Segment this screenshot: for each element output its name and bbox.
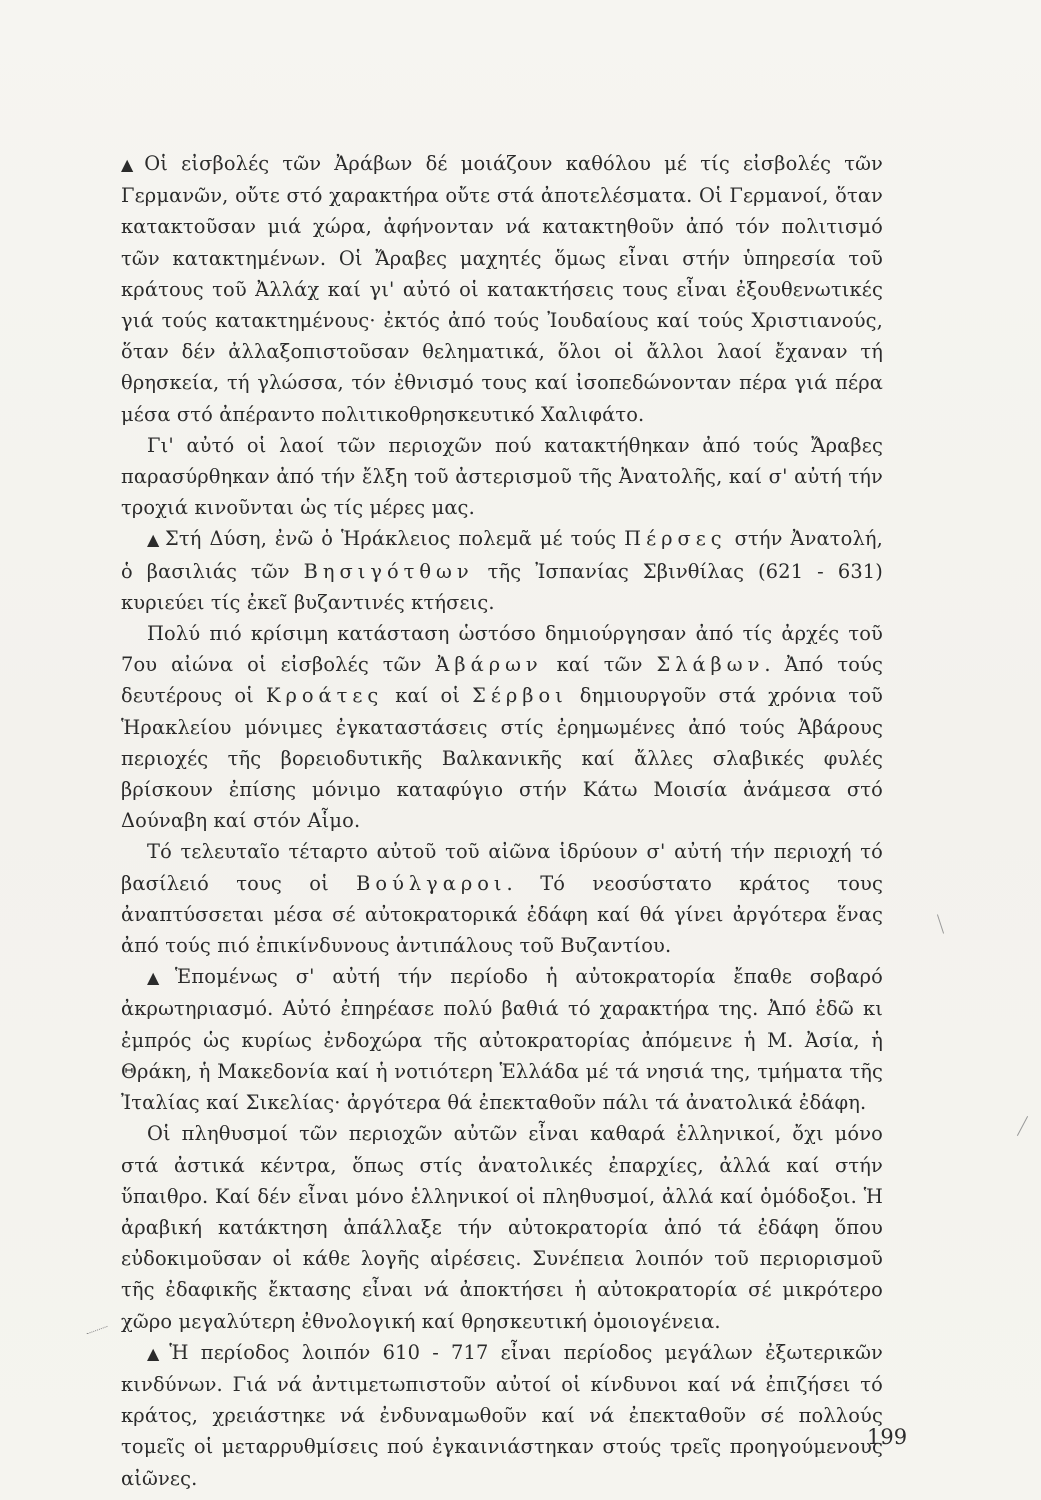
- paragraph-8: ▲ Ἡ περίοδος λοιπόν 610 - 717 εἶναι περίοδος μεγάλων ἐξωτερικῶν κινδύνων. Γιά νά ἀντιμετωπιστοῦν αὐτοί οἱ κίνδυνοι καί νά ἐπιζήσει τό κράτος, χρειάστηκε νά ἐνδυναμωθοῦν καί νά ἐπεκταθοῦν σέ πολλούς τομεῖς οἱ μεταρρυθμίσεις πού ἐγκαινιάστηκαν στούς τρεῖς προηγούμενους αἰῶνες.: [121, 1340, 883, 1490]
- pencil-mark: [1017, 1116, 1028, 1136]
- spaced-name-serbs: Σέρβοι: [472, 684, 568, 708]
- ink-smudge: [82, 1315, 107, 1335]
- spaced-name-slavs: Σλάβων: [656, 653, 765, 677]
- paragraph-6: ▲ Ἑπομένως σ' αὐτή τήν περίοδο ἡ αὐτοκρατορία ἔπαθε σοβαρό ἀκρωτηριασμό. Αὐτό ἐπηρέασε πολύ βαθιά τό χαρακτήρα της. Ἀπό ἐδῶ κι ἐμπρός ὡς κυρίως ἐνδοχώρα τῆς αὐτοκρατορίας ἀπόμεινε ἡ Μ. Ἀσία, ἡ Θράκη, ἡ Μακεδονία καί ἡ νοτιότερη Ἑλλάδα μέ τά νησιά της, τμήματα τῆς Ἰταλίας καί Σικελίας· ἀργότερα θά ἐπεκταθοῦν πάλι τά ἀνατολικά ἐδάφη.: [121, 965, 883, 1115]
- paragraph-1: ▲ Οἱ εἰσβολές τῶν Ἀράβων δέ μοιάζουν καθόλου μέ τίς εἰσβολές τῶν Γερμανῶν, οὔτε στό χαρακτήρα οὔτε στά ἀποτελέσματα. Οἱ Γερμανοί, ὅταν κατακτοῦσαν μιά χώρα, ἀφήνονταν νά κατακτηθοῦν ἀπό τόν πολιτισμό τῶν κατακτημένων. Οἱ Ἄραβες μαχητές ὅμως εἶναι στήν ὑπηρεσία τοῦ κράτους τοῦ Ἀλλάχ καί γι' αὐτό οἱ κατακτήσεις τους εἶναι ἐξουθενωτικές γιά τούς κατακτημένους· ἐκτός ἀπό τούς Ἰουδαίους καί τούς Χριστιανούς, ὅταν δέν ἀλλαξοπιστοῦσαν θεληματικά, ὅλοι οἱ ἄλλοι λαοί ἔχαναν τή θρησκεία, τή γλώσσα, τόν ἐθνισμό τους καί ἰσοπεδώνονταν πέρα γιά πέρα μέσα στό ἀπέραντο πολιτικοθρησκευτικό Χαλιφάτο.: [121, 152, 883, 426]
- body-text: [121, 148, 883, 1494]
- triangle-marker-icon: ▲: [147, 968, 171, 988]
- spaced-name-perses: Πέρσες: [624, 527, 727, 551]
- triangle-marker-icon: ▲: [121, 155, 141, 174]
- paragraph-2: Γι' αὐτό οἱ λαοί τῶν περιοχῶν πού κατακτήθηκαν ἀπό τούς Ἄραβες παρασύρθηκαν ἀπό τήν ἔλξη τοῦ ἀστερισμοῦ τῆς Ἀνατολῆς, καί σ' αὐτή τήν τροχιά κινοῦνται ὡς τίς μέρες μας.: [121, 433, 883, 520]
- spaced-name-visigoths: Βησιγότθων: [303, 559, 474, 583]
- paragraph-3: ▲ Στή Δύση, ἐνῶ ὁ Ἡράκλειος πολεμᾶ μέ τούς Πέρσες στήν Ἀνατολή, ὁ βασιλιάς τῶν Βησιγότθων τῆς Ἰσπανίας Σβινθίλας (621 - 631) κυριεύει τίς ἐκεῖ βυζαντινές κτήσεις.: [121, 527, 884, 614]
- spaced-name-bulgars: Βούλγαροι: [356, 871, 507, 895]
- triangle-marker-icon: ▲: [147, 530, 162, 550]
- spaced-name-croats: Κροάτες: [265, 684, 384, 708]
- paragraph-4: Πολύ πιό κρίσιμη κατάσταση ὡστόσο δημιούργησαν ἀπό τίς ἀρχές τοῦ 7ου αἰώνα οἱ εἰσβολές τῶν Ἀβάρων καί τῶν Σλάβων. Ἀπό τούς δευτέρους οἱ Κροάτες καί οἱ Σέρβοι δημιουργοῦν στά χρόνια τοῦ Ἡρακλείου μόνιμες ἐγκαταστάσεις στίς ἐρημωμένες ἀπό τούς Ἀβάρους περιοχές τῆς βορειοδυτικῆς Βαλκανικῆς καί ἄλλες σλαβικές φυλές βρίσκουν ἐπίσης μόνιμο καταφύγιο στήν Κάτω Μοισία ἀνάμεσα στό Δούναβη καί στόν Αἷμο.: [121, 622, 884, 833]
- triangle-marker-icon: ▲: [147, 1343, 166, 1363]
- spaced-name-avars: Ἀβάρων: [435, 653, 543, 677]
- page-number: 199: [867, 1425, 908, 1449]
- paragraph-7: Οἱ πληθυσμοί τῶν περιοχῶν αὐτῶν εἶναι καθαρά ἑλληνικοί, ὄχι μόνο στά ἀστικά κέντρα, ὅπως στίς ἀνατολικές ἐπαρχίες, ἀλλά καί στήν ὕπαιθρο. Καί δέν εἶναι μόνο ἑλληνικοί οἱ πληθυσμοί, ἀλλά καί ὁμόδοξοι. Ἡ ἀραβική κατάκτηση ἀπάλλαξε τήν αὐτοκρατορία ἀπό τά ἐδάφη ὅπου εὐδοκιμοῦσαν οἱ κάθε λογῆς αἱρέσεις. Συνέπεια λοιπόν τοῦ περιορισμοῦ τῆς ἐδαφικῆς ἔκτασης εἶναι νά ἀποκτήσει ἡ αὐτοκρατορία σέ μικρότερο χῶρο μεγαλύτερη ἐθνολογική καί θρησκευτική ὁμοιογένεια.: [121, 1122, 883, 1333]
- pencil-mark: [937, 914, 944, 933]
- paragraph-5: Τό τελευταῖο τέταρτο αὐτοῦ τοῦ αἰῶνα ἱδρύουν σ' αὐτή τήν περιοχή τό βασίλειό τους οἱ Βούλγαροι. Τό νεοσύστατο κράτος τους ἀναπτύσσεται μέσα σέ αὐτοκρατορικά ἐδάφη καί θά γίνει ἀργότερα ἕνας ἀπό τούς πιό ἐπικίνδυνους ἀντιπάλους τοῦ Βυζαντίου.: [121, 840, 883, 958]
